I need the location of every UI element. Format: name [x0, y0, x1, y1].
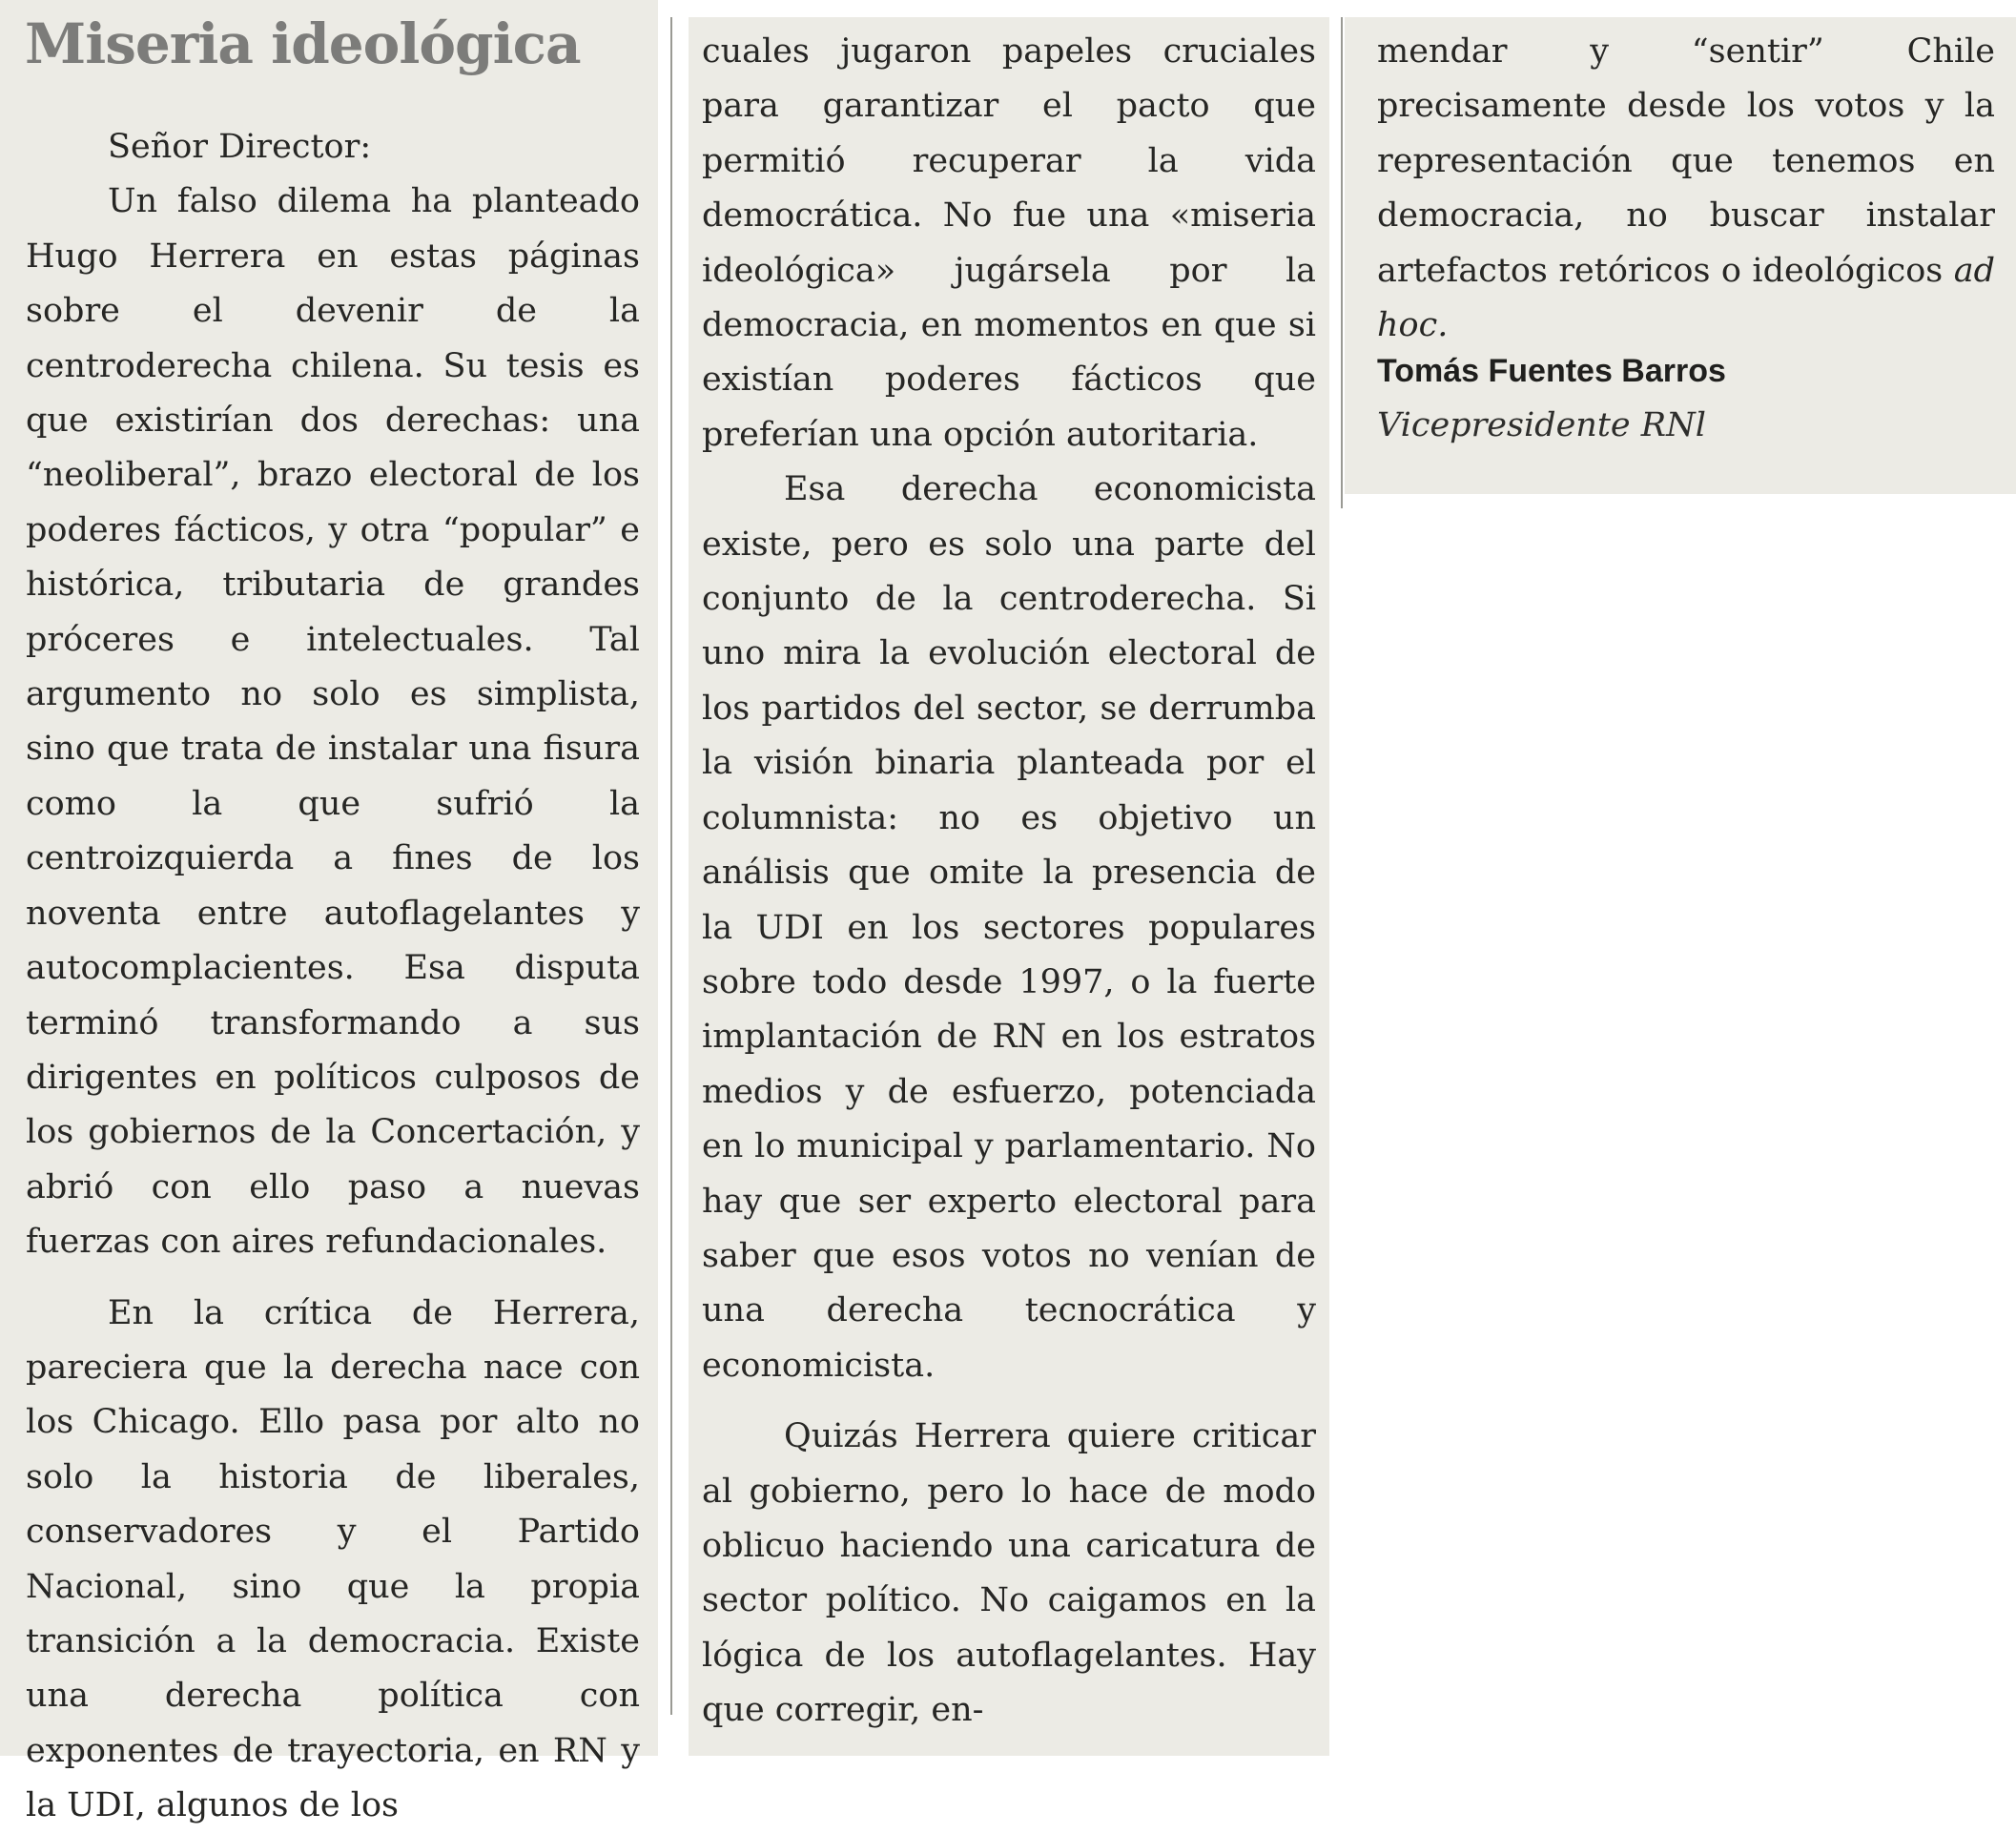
letter-paragraph: Un falso dilema ha planteado Hugo Herrera en estas páginas sobre el devenir de la centroderecha chilena. Su tesis es que existirían dos derechas: una “neoliberal”, brazo electoral de los poderes fácticos, y otra “popular” e histórica, tributaria de grandes próceres e intelectuales. Tal argumento no solo es simplista, sino que trata de instalar una fisura como la que sufrió la centroizquierda a fines de los noventa entre autoflagelantes y autocomplacientes. Esa disputa terminó transformando a sus dirigentes en políticos culposos de los gobiernos de la Concertación, y abrió con ello paso a nuevas fuerzas con aires refundacionales. [26, 182, 640, 1262]
latin-phrase: ad hoc. [1377, 251, 1995, 345]
letter-column-3 [1377, 25, 1995, 353]
column-divider [1341, 17, 1343, 508]
letter-column-1 [26, 120, 640, 1834]
letter-paragraph: mendar y “sentir” Chile precisamente desde los votos y la representación que tenemos en democracia, no buscar instalar artefactos retóricos o ideológicos ad hoc. [1377, 32, 1995, 345]
letter-paragraph: Esa derecha economicista existe, pero es solo una parte del conjunto de la centroderecha. Si uno mira la evolución electoral de los partidos del sector, se derrumba la visión binaria planteada por el columnista: no es objetivo un análisis que omite la presencia de la UDI en los sectores populares sobre todo desde 1997, o la fuerte implantación de RN en los estratos medios y de esfuerzo, potenciada en lo municipal y parlamentario. No hay que ser experto electoral para saber que esos votos no venían de una derecha tecnocrática y economicista. [702, 470, 1316, 1385]
letter-paragraph: cuales jugaron papeles cruciales para garantizar el pacto que permitió recuperar la vida democrática. No fue una «miseria ideológica» jugársela por la democracia, en momentos en que si existían poderes fácticos que preferían una opción autoritaria. [702, 32, 1316, 454]
letter-paragraph: En la crítica de Herrera, pareciera que la derecha nace con los Chicago. Ello pasa por alto no solo la historia de liberales, conservadores y el Partido Nacional, sino que la propia transición a la democracia. Existe una derecha política con exponentes de trayectoria, en RN y la UDI, algunos de los [26, 1293, 640, 1825]
column-divider [670, 17, 672, 1715]
letter-paragraph: Quizás Herrera quiere criticar al gobierno, pero lo hace de modo oblicuo haciendo una caricatura de sector político. No caigamos en la lógica de los autoflagelantes. Hay que corregir, en- [702, 1417, 1316, 1730]
letter-headline: Miseria ideológica [25, 11, 581, 76]
letter-column-2 [702, 25, 1316, 1739]
letter-salutation: Señor Director: [108, 128, 372, 166]
signature-role: Vicepresidente RNl [1377, 406, 1706, 444]
signature-name: Tomás Fuentes Barros [1377, 353, 1726, 389]
